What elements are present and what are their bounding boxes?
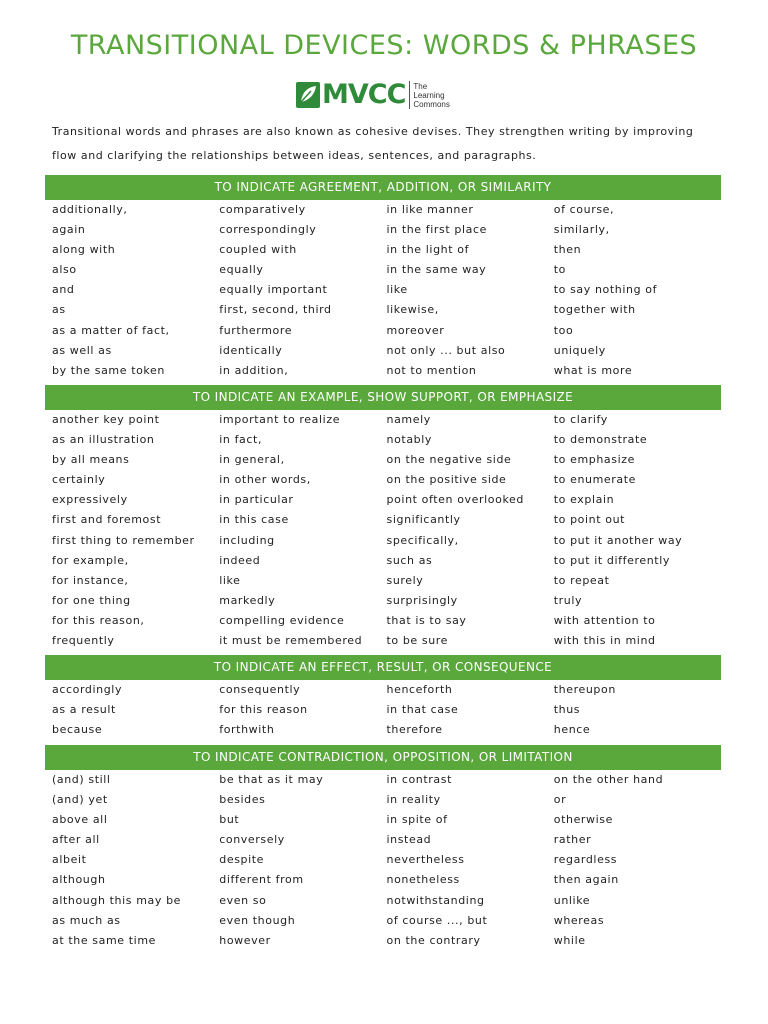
transition-word: notably xyxy=(386,433,433,447)
logo-sub-line: The xyxy=(413,81,428,91)
leaf-icon xyxy=(296,82,320,108)
transition-word: for example, xyxy=(52,553,129,567)
transition-word: surprisingly xyxy=(386,593,458,607)
transition-word: truly xyxy=(553,593,583,607)
transition-word: by the same token xyxy=(52,363,165,377)
transition-word: (and) yet xyxy=(52,793,108,807)
word-column xyxy=(52,410,219,651)
transition-word: in the same way xyxy=(386,263,487,277)
transition-word: another key point xyxy=(52,413,160,426)
transition-word: not only ... but also xyxy=(386,343,506,357)
transition-word: therefore xyxy=(386,723,443,737)
word-column xyxy=(52,200,219,381)
transition-word: it must be remembered xyxy=(219,634,363,648)
logo-sub-line: Learning xyxy=(413,90,445,100)
transition-word: above all xyxy=(52,813,108,827)
transition-word: in spite of xyxy=(386,813,448,827)
section-effect-result-consequence xyxy=(45,655,721,740)
transition-word: in particular xyxy=(219,493,294,507)
transition-word: again xyxy=(52,223,86,237)
transition-word: in the light of xyxy=(386,243,470,257)
transition-word: not to mention xyxy=(386,363,477,377)
word-column xyxy=(554,680,721,740)
transition-word: to put it differently xyxy=(553,553,670,567)
logo-subtitle xyxy=(413,82,449,109)
transition-word: thereupon xyxy=(553,683,616,696)
word-column xyxy=(52,770,219,951)
transition-word: (and) still xyxy=(52,773,111,786)
transition-word: in like manner xyxy=(386,203,474,216)
transition-word: identically xyxy=(219,343,283,357)
word-column xyxy=(554,410,721,651)
transition-word: even though xyxy=(219,913,296,927)
transition-word: for this reason, xyxy=(52,613,145,627)
word-column xyxy=(387,410,554,651)
transition-word: moreover xyxy=(386,323,445,337)
section-header: TO INDICATE AGREEMENT, ADDITION, OR SIMILARITY xyxy=(45,175,721,200)
transition-word: henceforth xyxy=(386,683,453,696)
transition-word: because xyxy=(52,723,103,737)
transition-word: certainly xyxy=(52,473,106,487)
transition-word: while xyxy=(553,933,586,947)
transition-word: to repeat xyxy=(553,573,610,587)
transition-word: but xyxy=(219,813,240,827)
transition-word: what is more xyxy=(553,363,633,377)
transition-word: markedly xyxy=(219,593,276,607)
transition-word: however xyxy=(219,933,271,947)
transition-word: forthwith xyxy=(219,723,275,737)
transition-word: in reality xyxy=(386,793,441,807)
transition-word: important to realize xyxy=(219,413,341,426)
transition-word: to clarify xyxy=(553,413,608,426)
transition-word: additionally, xyxy=(52,203,128,216)
word-grid xyxy=(45,410,721,651)
transition-word: despite xyxy=(219,853,265,867)
transition-word: for this reason xyxy=(219,703,308,717)
transition-word: compelling evidence xyxy=(219,613,345,627)
transition-word: after all xyxy=(52,833,100,847)
transition-word: otherwise xyxy=(553,813,614,827)
transition-word: in other words, xyxy=(219,473,311,487)
transition-word: instead xyxy=(386,833,432,847)
section-header: TO INDICATE AN EFFECT, RESULT, OR CONSEQUENCE xyxy=(45,655,721,680)
transition-word: at the same time xyxy=(52,933,157,947)
transition-word: first, second, third xyxy=(219,303,332,317)
section-agreement-addition-similarity xyxy=(45,175,721,381)
transition-word: in the first place xyxy=(386,223,487,237)
section-example-support-emphasize xyxy=(45,385,721,651)
transition-word: point often overlooked xyxy=(386,493,524,507)
transition-word: in fact, xyxy=(219,433,263,447)
logo-wordmark: MVCC xyxy=(322,79,406,110)
word-grid xyxy=(45,680,721,740)
logo-divider xyxy=(409,81,410,109)
transition-word: to point out xyxy=(553,513,626,527)
transition-word: specifically, xyxy=(386,533,459,547)
transition-word: including xyxy=(219,533,275,547)
transition-word: on the contrary xyxy=(386,933,481,947)
transition-word: with attention to xyxy=(553,613,656,627)
word-grid xyxy=(45,770,721,951)
transition-word: with this in mind xyxy=(553,634,656,648)
section-header: TO INDICATE CONTRADICTION, OPPOSITION, OR LIMITATION xyxy=(45,745,721,770)
transition-word: comparatively xyxy=(219,203,306,216)
intro-paragraph: Transitional words and phrases are also known as cohesive devises. They strengthen writing by improving flow and clarifying the relationships between ideas, sentences, and paragraphs. xyxy=(52,125,694,162)
transition-word: as an illustration xyxy=(52,433,155,447)
transition-word: hence xyxy=(553,723,591,737)
transition-word: to emphasize xyxy=(553,453,635,467)
transition-word: first and foremost xyxy=(52,513,162,527)
transition-word: to demonstrate xyxy=(553,433,648,447)
word-column xyxy=(554,770,721,951)
transition-word: furthermore xyxy=(219,323,293,337)
transition-word: as a result xyxy=(52,703,116,717)
transition-word: accordingly xyxy=(52,683,123,696)
transition-word: to explain xyxy=(553,493,615,507)
section-header: TO INDICATE AN EXAMPLE, SHOW SUPPORT, OR EMPHASIZE xyxy=(45,385,721,410)
word-column xyxy=(387,200,554,381)
transition-word: too xyxy=(553,323,574,337)
transition-word: to put it another way xyxy=(553,533,683,547)
transition-word: in addition, xyxy=(219,363,289,377)
transition-word: uniquely xyxy=(553,343,606,357)
transition-word: as xyxy=(52,303,66,317)
transition-word: coupled with xyxy=(219,243,297,257)
transition-word: rather xyxy=(553,833,592,847)
transition-word: frequently xyxy=(52,634,115,648)
transition-word: such as xyxy=(386,553,433,567)
transition-word: besides xyxy=(219,793,266,807)
transition-word: notwithstanding xyxy=(386,893,485,907)
transition-word: although this may be xyxy=(52,893,182,907)
section-contradiction-opposition-limitation xyxy=(45,745,721,951)
transition-word: that is to say xyxy=(386,613,467,627)
word-column xyxy=(387,770,554,951)
word-column xyxy=(387,680,554,740)
transition-word: also xyxy=(52,263,77,277)
transition-word: equally important xyxy=(219,283,328,297)
transition-word: of course ..., but xyxy=(386,913,488,927)
mvcc-logo xyxy=(296,80,450,110)
transition-word: by all means xyxy=(52,453,130,467)
transition-word: even so xyxy=(219,893,267,907)
transition-word: as well as xyxy=(52,343,112,357)
word-column xyxy=(219,410,386,651)
transition-word: nevertheless xyxy=(386,853,465,867)
transition-word: in general, xyxy=(219,453,285,467)
word-column xyxy=(554,200,721,381)
transition-word: different from xyxy=(219,873,304,887)
word-column xyxy=(52,680,219,740)
transition-word: together with xyxy=(553,303,636,317)
transition-word: surely xyxy=(386,573,424,587)
transition-word: namely xyxy=(386,413,431,426)
transition-word: correspondingly xyxy=(219,223,317,237)
transition-word: along with xyxy=(52,243,116,257)
transition-word: then again xyxy=(553,873,619,887)
word-grid xyxy=(45,200,721,381)
transition-word: likewise, xyxy=(386,303,439,317)
word-column xyxy=(219,680,386,740)
transition-word: to be sure xyxy=(386,634,449,648)
transition-word: although xyxy=(52,873,106,887)
transition-word: like xyxy=(386,283,408,297)
word-column xyxy=(219,770,386,951)
page-title: TRANSITIONAL DEVICES: WORDS & PHRASES xyxy=(70,30,698,61)
transition-word: indeed xyxy=(219,553,261,567)
word-column xyxy=(219,200,386,381)
transition-word: for one thing xyxy=(52,593,131,607)
transition-word: whereas xyxy=(553,913,605,927)
logo-sub-line: Commons xyxy=(413,99,450,109)
transition-word: in this case xyxy=(219,513,289,527)
transition-word: expressively xyxy=(52,493,128,507)
transition-word: to enumerate xyxy=(553,473,637,487)
transition-word: or xyxy=(553,793,567,807)
transition-word: regardless xyxy=(553,853,618,867)
transition-word: of course, xyxy=(553,203,615,216)
transition-word: in contrast xyxy=(386,773,452,786)
transition-word: in that case xyxy=(386,703,459,717)
transition-word: on the negative side xyxy=(386,453,512,467)
transition-word: and xyxy=(52,283,75,297)
transition-word: albeit xyxy=(52,853,87,867)
transition-word: to xyxy=(553,263,566,277)
transition-word: on the positive side xyxy=(386,473,507,487)
transition-word: first thing to remember xyxy=(52,533,195,547)
transition-word: consequently xyxy=(219,683,301,696)
transition-word: nonetheless xyxy=(386,873,460,887)
transition-word: as a matter of fact, xyxy=(52,323,170,337)
transition-word: then xyxy=(553,243,582,257)
transition-word: like xyxy=(219,573,241,587)
transition-word: unlike xyxy=(553,893,591,907)
transition-word: equally xyxy=(219,263,264,277)
transition-word: conversely xyxy=(219,833,285,847)
transition-word: thus xyxy=(553,703,581,717)
transition-word: similarly, xyxy=(553,223,610,237)
transition-word: for instance, xyxy=(52,573,129,587)
transition-word: significantly xyxy=(386,513,461,527)
transition-word: to say nothing of xyxy=(553,283,658,297)
transition-word: on the other hand xyxy=(553,773,664,786)
transition-word: as much as xyxy=(52,913,121,927)
transition-word: be that as it may xyxy=(219,773,324,786)
